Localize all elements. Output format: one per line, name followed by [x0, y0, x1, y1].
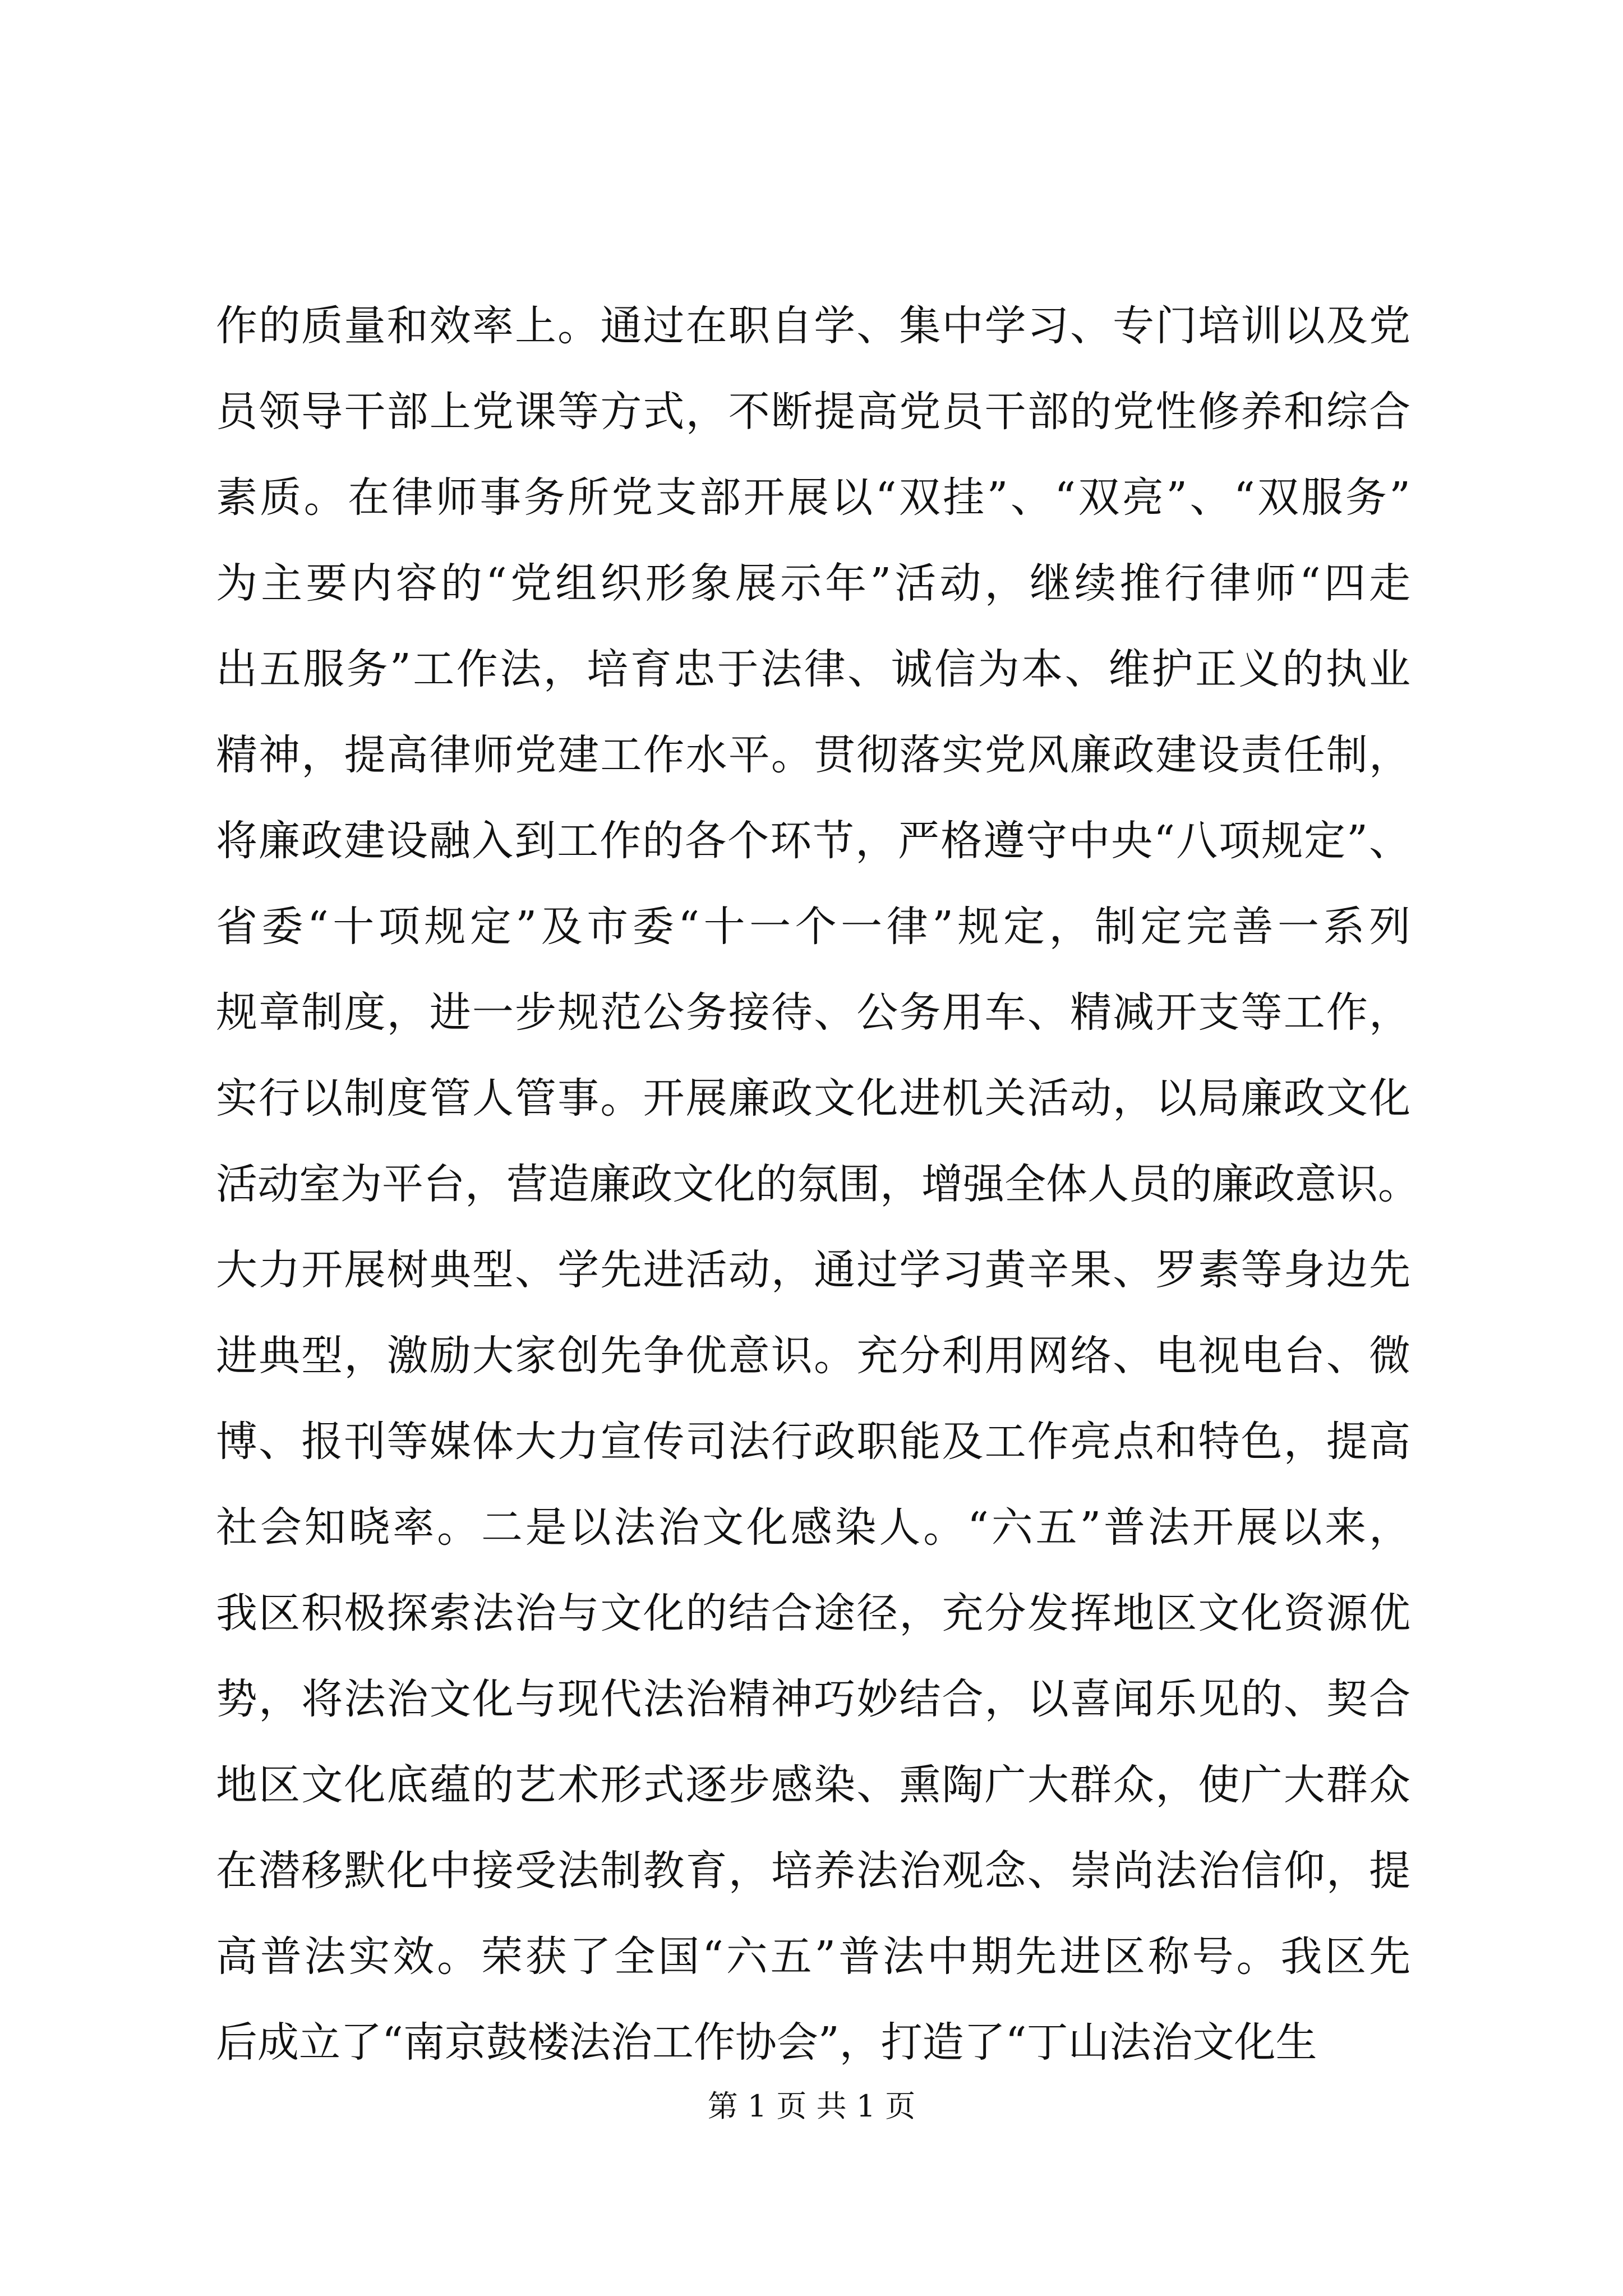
- text-line: 活动室为平台，营造廉政文化的氛围，增强全体人员的廉政意识。: [216, 1160, 1419, 1208]
- text-line: 出五服务”工作法，培育忠于法律、诚信为本、维护正义的执业: [216, 645, 1410, 693]
- text-line: 后成立了“南京鼓楼法治工作协会”，打造了“丁山法治文化生: [216, 2018, 1317, 2067]
- text-line: 规章制度，进一步规范公务接待、公务用车、精减开支等工作，: [216, 988, 1410, 1037]
- text-line: 员领导干部上党课等方式，不断提高党员干部的党性修养和综合: [216, 388, 1410, 436]
- text-line: 社会知晓率。二是以法治文化感染人。“六五”普法开展以来，: [216, 1503, 1410, 1552]
- text-line: 高普法实效。荣获了全国“六五”普法中期先进区称号。我区先: [216, 1932, 1410, 1981]
- text-line: 作的质量和效率上。通过在职自学、集中学习、专门培训以及党: [216, 302, 1410, 350]
- text-line: 素质。在律师事务所党支部开展以“双挂”、“双亮”、“双服务”: [216, 473, 1410, 522]
- text-line: 进典型，激励大家创先争优意识。充分利用网络、电视电台、微: [216, 1332, 1410, 1380]
- text-line: 精神，提高律师党建工作水平。贯彻落实党风廉政建设责任制，: [216, 731, 1410, 779]
- text-line: 势，将法治文化与现代法治精神巧妙结合，以喜闻乐见的、契合: [216, 1675, 1410, 1723]
- text-line: 我区积极探索法治与文化的结合途径，充分发挥地区文化资源优: [216, 1589, 1410, 1637]
- body-paragraph: [216, 283, 1419, 2086]
- text-line: 省委“十项规定”及市委“十一个一律”规定，制定完善一系列: [216, 903, 1410, 951]
- text-line: 为主要内容的“党组织形象展示年”活动，继续推行律师“四走: [216, 559, 1410, 608]
- text-line: 将廉政建设融入到工作的各个环节，严格遵守中央“八项规定”、: [216, 817, 1410, 865]
- text-line: 在潜移默化中接受法制教育，培养法治观念、崇尚法治信仰，提: [216, 1847, 1410, 1895]
- text-line: 实行以制度管人管事。开展廉政文化进机关活动，以局廉政文化: [216, 1074, 1410, 1122]
- text-line: 大力开展树典型、学先进活动，通过学习黄辛果、罗素等身边先: [216, 1246, 1410, 1294]
- text-line: 地区文化底蕴的艺术形式逐步感染、熏陶广大群众，使广大群众: [216, 1761, 1410, 1809]
- text-line: 博、报刊等媒体大力宣传司法行政职能及工作亮点和特色，提高: [216, 1418, 1410, 1466]
- page-number-footer: 第 1 页 共 1 页: [707, 2088, 916, 2124]
